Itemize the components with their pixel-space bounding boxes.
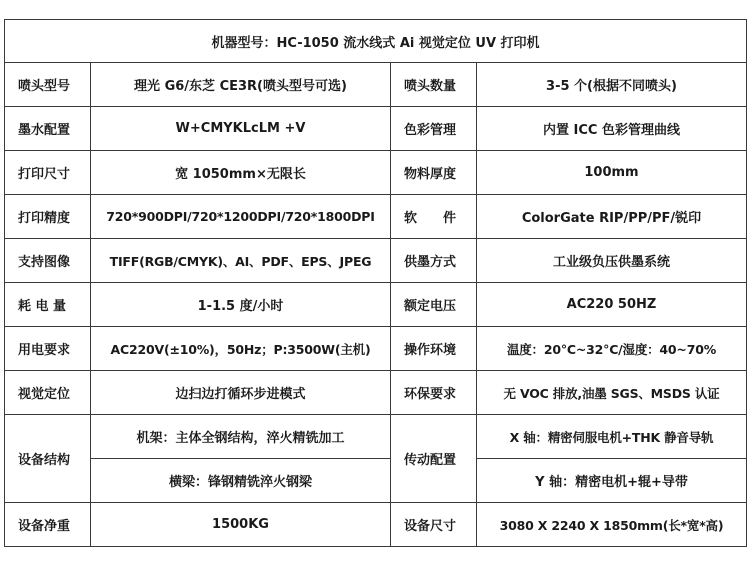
table-row — [5, 283, 747, 327]
label-nozzle-count: 喷头数量 — [391, 63, 477, 107]
value-material-thickness: 100mm — [477, 151, 747, 195]
label-rated-voltage: 额定电压 — [391, 283, 477, 327]
value-software: ColorGate RIP/PP/PF/锐印 — [477, 195, 747, 239]
label-power-requirement: 用电要求 — [5, 327, 91, 371]
table-row — [5, 459, 747, 503]
label-color-management: 色彩管理 — [391, 107, 477, 151]
value-print-size: 宽 1050mm×无限长 — [91, 151, 391, 195]
label-operating-environment: 操作环境 — [391, 327, 477, 371]
value-power-requirement: AC220V(±10%)，50Hz；P:3500W(主机) — [91, 327, 391, 371]
machine-title: 机器型号：HC-1050 流水线式 Ai 视觉定位 UV 打印机 — [5, 20, 747, 63]
label-net-weight: 设备净重 — [5, 503, 91, 547]
value-y-axis: Y 轴：精密电机+辊+导带 — [477, 459, 747, 503]
value-rated-voltage: AC220 50HZ — [477, 283, 747, 327]
value-frame: 机架：主体全钢结构，淬火精铣加工 — [91, 415, 391, 459]
value-ink-supply: 工业级负压供墨系统 — [477, 239, 747, 283]
table-row — [5, 371, 747, 415]
value-print-precision: 720*900DPI/720*1200DPI/720*1800DPI — [91, 195, 391, 239]
label-equipment-structure: 设备结构 — [5, 415, 91, 503]
table-row — [5, 107, 747, 151]
label-nozzle-model: 喷头型号 — [5, 63, 91, 107]
value-beam: 横梁：锋钢精铣淬火钢梁 — [91, 459, 391, 503]
table-row — [5, 415, 747, 459]
label-print-size: 打印尺寸 — [5, 151, 91, 195]
value-color-management: 内置 ICC 色彩管理曲线 — [477, 107, 747, 151]
label-ink-config: 墨水配置 — [5, 107, 91, 151]
table-row — [5, 239, 747, 283]
table-row — [5, 63, 747, 107]
label-print-precision: 打印精度 — [5, 195, 91, 239]
value-operating-environment: 温度：20°C~32°C/湿度：40~70% — [477, 327, 747, 371]
label-power-consumption: 耗 电 量 — [5, 283, 91, 327]
table-row — [5, 503, 747, 547]
label-ink-supply: 供墨方式 — [391, 239, 477, 283]
label-environmental: 环保要求 — [391, 371, 477, 415]
label-software: 软 件 — [391, 195, 477, 239]
label-transmission: 传动配置 — [391, 415, 477, 503]
table-row — [5, 151, 747, 195]
table-row — [5, 327, 747, 371]
value-nozzle-count: 3-5 个(根据不同喷头) — [477, 63, 747, 107]
label-supported-images: 支持图像 — [5, 239, 91, 283]
label-material-thickness: 物料厚度 — [391, 151, 477, 195]
value-nozzle-model: 理光 G6/东芝 CE3R(喷头型号可选) — [91, 63, 391, 107]
value-ink-config: W+CMYKLcLM +V — [91, 107, 391, 151]
value-power-consumption: 1-1.5 度/小时 — [91, 283, 391, 327]
title-row — [5, 20, 747, 63]
spec-table — [4, 19, 747, 547]
value-dimensions: 3080 X 2240 X 1850mm(长*宽*高) — [477, 503, 747, 547]
value-visual-positioning: 边扫边打循环步进模式 — [91, 371, 391, 415]
label-dimensions: 设备尺寸 — [391, 503, 477, 547]
label-visual-positioning: 视觉定位 — [5, 371, 91, 415]
value-environmental: 无 VOC 排放,油墨 SGS、MSDS 认证 — [477, 371, 747, 415]
value-net-weight: 1500KG — [91, 503, 391, 547]
value-supported-images: TIFF(RGB/CMYK)、AI、PDF、EPS、JPEG — [91, 239, 391, 283]
value-x-axis: X 轴：精密伺服电机+THK 静音导轨 — [477, 415, 747, 459]
table-row — [5, 195, 747, 239]
